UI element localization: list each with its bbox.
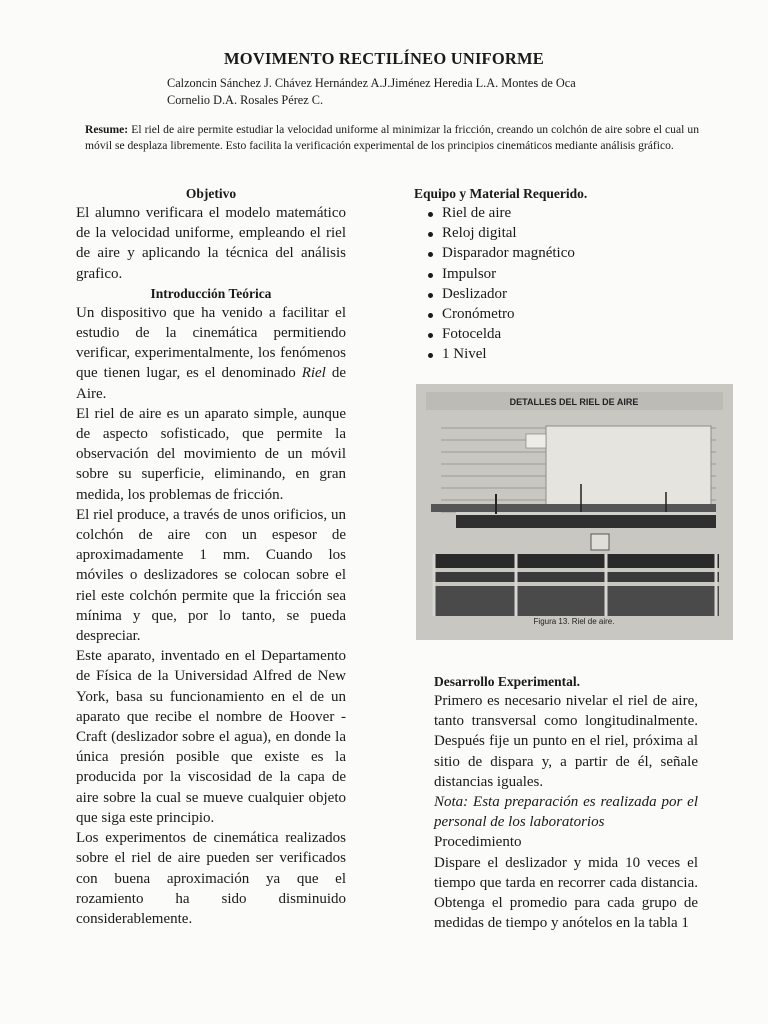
figure-caption: Figura 13. Riel de aire. <box>533 617 615 626</box>
intro-p1-after: de Aire. <box>76 365 346 402</box>
intro-p1-before: Un dispositivo que ha venido a facilitar el estudio de la cinemática permitiendo verificar, experimentalmente, los fenómenos que tienen lugar, es el denominado <box>76 304 346 382</box>
abstract-label: Resume: <box>85 123 129 136</box>
development-note: Nota: Esta preparación es realizada por el personal de los laboratorios <box>434 794 698 831</box>
list-item: 1 Nivel <box>428 344 714 364</box>
intro-paragraph-5: Los experimentos de cinemática realizados sobre el riel de aire pueden ser verificados con buena aproximación ya que el rozamiento ha sido disminuido considerablemente. <box>76 830 346 927</box>
equipment-heading: Equipo y Material Requerido. <box>414 186 588 201</box>
list-item: Riel de aire <box>428 203 714 223</box>
left-column <box>76 184 346 929</box>
development-heading: Desarrollo Experimental. <box>434 674 580 689</box>
authors-line-2: Cornelio D.A. Rosales Pérez C. <box>167 93 324 107</box>
air-track-photo <box>416 384 733 640</box>
development-paragraph-2: Dispare el deslizador y mida 10 veces el tiempo que tarda en recorrer cada distancia. Obtenga el promedio para cada grupo de medidas de tiempo y anótelos en la tabla 1 <box>434 854 698 932</box>
intro-paragraph-4: Este aparato, inventado en el Departamento de Física de la Universidad Alfred de New York, basa su funcionamiento en el de un aparato que recibe el nombre de Hoover - Craft (deslizador sobre el agua), en donde la única presión posible que existe es la producida por la viscosidad de la capa de aire sobre la cual se mueve cualquier objeto que siga este principio. <box>76 648 346 826</box>
paper-title: MOVIMENTO RECTILÍNEO UNIFORME <box>224 49 544 68</box>
list-item: Impulsor <box>428 264 714 284</box>
list-item: Fotocelda <box>428 324 714 344</box>
abstract-text: El riel de aire permite estudiar la velocidad uniforme al minimizar la fricción, creando un colchón de aire sobre el cual un móvil se desplaza libremente. Esto facilita la verificación experimental de los principios cinemáticos mediante análisis gráfico. <box>85 123 699 152</box>
intro-paragraph-1 <box>76 303 346 404</box>
intro-heading: Introducción Teórica <box>150 285 272 301</box>
intro-p1-italic: Riel <box>301 365 326 382</box>
objective-heading: Objetivo <box>185 186 237 201</box>
development-paragraph-1: Primero es necesario nivelar el riel de aire, tanto transversal como longitudinalmente. Después fije un punto en el riel, próxima al sitio de dispara y, a partir de él, señale distancias iguales. <box>434 693 698 790</box>
list-item: Disparador magnético <box>428 243 714 263</box>
experimental-development <box>434 672 698 933</box>
list-item: Cronómetro <box>428 304 714 324</box>
intro-paragraph-3: El riel produce, a través de unos orificios, un colchón de aire con un espesor de aproximadamente 1 mm. Cuando los móviles o deslizadores se colocan sobre el riel este colchón permite que la fricción sea mínima y que, por lo tanto, se pueda despreciar. <box>76 506 346 645</box>
equipment-list <box>414 203 714 365</box>
authors-line-1: Calzoncin Sánchez J. Chávez Hernández A.J.Jiménez Heredia L.A. Montes de Oca <box>167 76 576 90</box>
figure-header-text: DETALLES DEL RIEL DE AIRE <box>509 397 639 407</box>
intro-paragraph-2: El riel de aire es un aparato simple, aunque de aspecto sofisticado, que permite la observación del movimiento de un móvil sobre su superficie, eliminando, en gran medida, los problemas de fricción. <box>76 405 346 503</box>
air-track-figure <box>416 384 733 640</box>
list-item: Reloj digital <box>428 223 714 243</box>
right-column <box>414 184 714 365</box>
objective-text: El alumno verificara el modelo matemático de la velocidad uniforme, empleando el riel de aire y aplicando la técnica del análisis grafico. <box>76 205 346 282</box>
abstract <box>85 122 699 154</box>
list-item: Deslizador <box>428 284 714 304</box>
authors <box>167 75 637 109</box>
procedure-label: Procedimiento <box>434 834 522 851</box>
